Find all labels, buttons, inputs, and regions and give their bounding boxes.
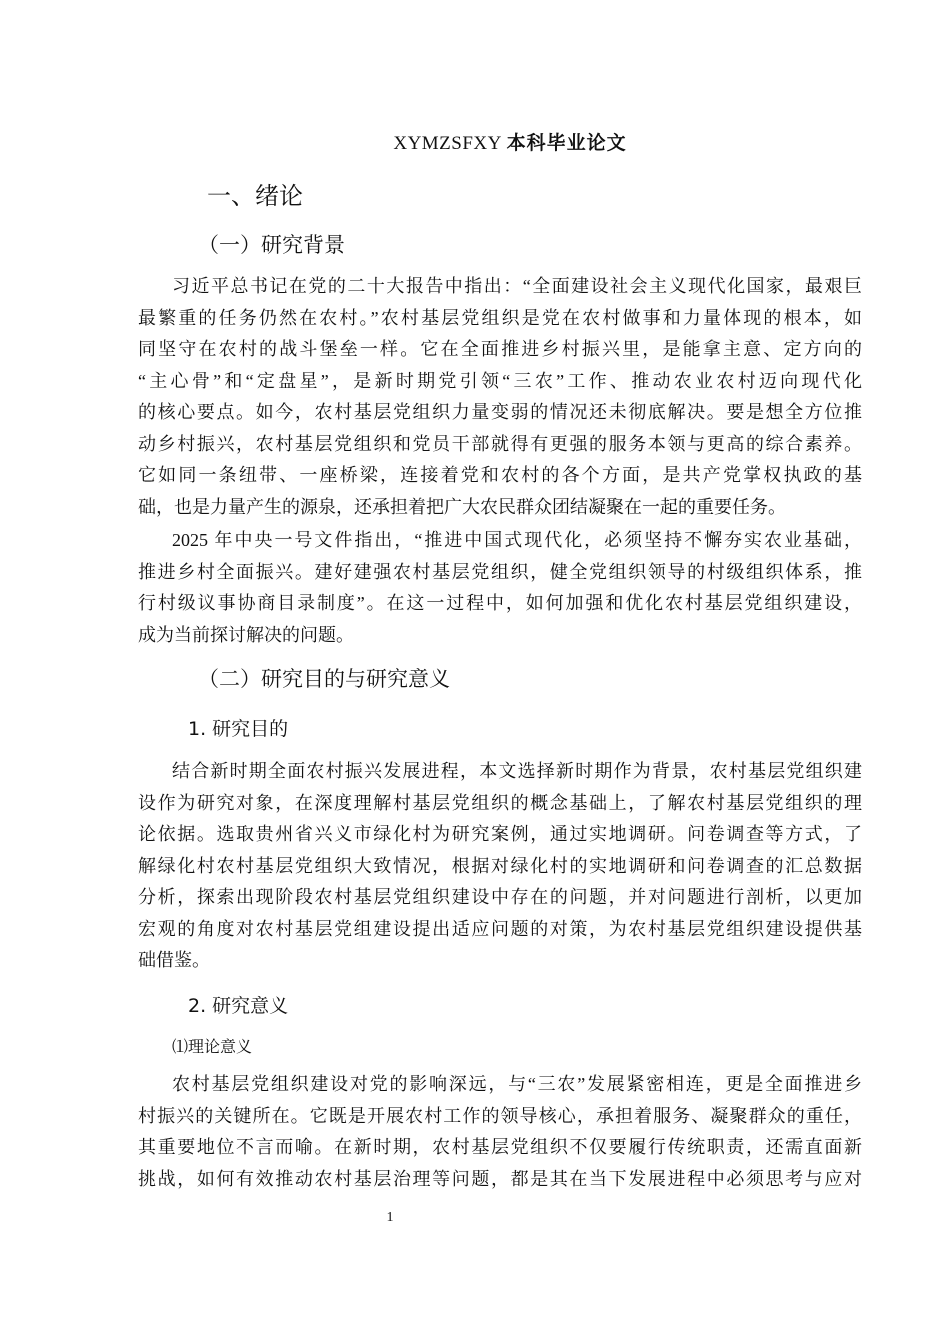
text-line: 动乡村振兴，农村基层党组织和党员干部就得有更强的服务本领与更高的综合素养。 [138, 433, 862, 454]
text-line: 推进乡村全面振兴。建好建强农村基层党组织，健全党组织领导的村级组织体系，推 [138, 561, 862, 582]
text-line: 宏观的角度对农村基层党组建设提出适应问题的对策，为农村基层党组织建设提供基 [138, 918, 862, 939]
text-line: 其重要地位不言而喻。在新时期，农村基层党组织不仅要履行传统职责，还需直面新 [138, 1137, 862, 1157]
header-school-code: XYMZSFXY [393, 133, 502, 154]
text-line: 础，也是力量产生的源泉，还承担着把广大农民群众团结凝聚在一起的重要任务。 [138, 496, 786, 517]
text-line: 同坚守在农村的战斗堡垒一样。它在全面推进乡村振兴里，是能拿主意、定方向的 [138, 339, 862, 359]
text-line: 农村基层党组织建设对党的影响深远，与“三农”发展紧密相连，更是全面推进乡 [172, 1074, 862, 1094]
text-line: 它如同一条纽带、一座桥梁，连接着党和农村的各个方面，是共产党掌权执政的基 [138, 465, 862, 485]
text-line: 的核心要点。如今，农村基层党组织力量变弱的情况还未彻底解决。要是想全方位推 [138, 402, 862, 422]
text-line: 础借鉴。 [138, 950, 210, 970]
text-line: 解绿化村农村基层党组织大致情况，根据对绿化村的实地调研和问卷调查的汇总数据 [138, 855, 862, 876]
paragraph-background-2 [138, 525, 862, 651]
text-line: 挑战，如何有效推动农村基层治理等问题，都是其在当下发展进程中必须思考与应对 [138, 1168, 862, 1189]
text-line: 最繁重的任务仍然在农村。”农村基层党组织是党在农村做事和力量体现的根本，如 [138, 307, 862, 328]
section-title-purpose-significance: （二）研究目的与研究意义 [198, 667, 450, 691]
text-line: “主心骨”和“定盘星”，是新时期党引领“三农”工作、推动农业农村迈向现代化 [138, 370, 862, 391]
page-number: 1 [386, 1210, 394, 1225]
paragraph-background-1 [138, 271, 862, 523]
subsection-title-purpose: 1. 研究目的 [188, 718, 289, 740]
text-line: 分析，探索出现阶段农村基层党组织建设中存在的问题，并对问题进行剖析，以更加 [138, 887, 862, 907]
text-line: 行村级议事协商目录制度”。在这一过程中，如何加强和优化农村基层党组织建设， [138, 593, 862, 613]
subsection-title-significance: 2. 研究意义 [188, 995, 289, 1017]
header-thesis-label: 本科毕业论文 [506, 132, 627, 154]
section-title-background: （一）研究背景 [198, 233, 345, 257]
paragraph-theoretical [138, 1069, 862, 1195]
text-line: 习近平总书记在党的二十大报告中指出：“全面建设社会主义现代化国家，最艰巨 [172, 276, 862, 296]
text-line: 村振兴的关键所在。它既是开展农村工作的领导核心，承担着服务、凝聚群众的重任， [138, 1105, 862, 1126]
paragraph-purpose [138, 756, 862, 977]
chapter-title: 一、绪论 [207, 182, 303, 210]
text-line: 结合新时期全面农村振兴发展进程，本文选择新时期作为背景，农村基层党组织建 [172, 761, 862, 781]
text-line: 设作为研究对象，在深度理解村基层党组织的概念基础上，了解农村基层党组织的理 [138, 792, 862, 813]
text-line: 成为当前探讨解决的问题。 [138, 624, 354, 645]
text-line: 2025 年中央一号文件指出，“推进中国式现代化，必须坚持不懈夯实农业基础， [172, 530, 862, 550]
text-line: 论依据。选取贵州省兴义市绿化村为研究案例，通过实地调研。问卷调查等方式，了 [138, 824, 862, 844]
subsubsection-title-theoretical: ⑴理论意义 [172, 1037, 253, 1056]
page-header [0, 130, 950, 157]
